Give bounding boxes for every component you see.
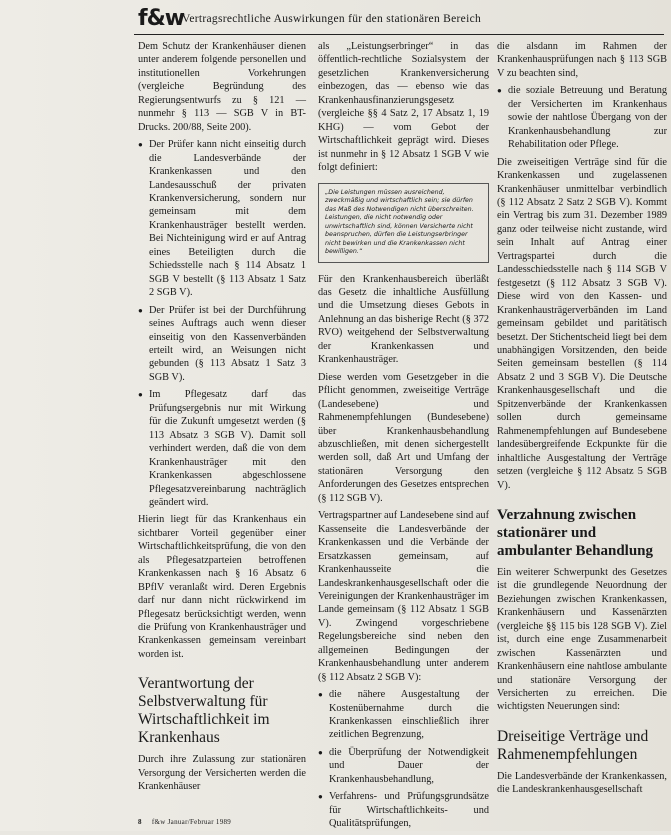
section-heading: Verzahnung zwischen stationärer und ambulanter Behandlung [497,506,654,559]
journal-logo: f&w [138,6,185,31]
issue-info: f&w Januar/Februar 1989 [151,818,232,826]
paragraph: als „Leistungserbringer“ in das öffentlich-rechtliche Sozialsystem der gesetzlichen Krankenversicherung einbezogen, das — ebenso wie das Krankenhausfinanzierungsgesetz (vergleiche §§ 4 Satz 2, 17 Absatz 1, 19 KHG) — vom Gebot der Wirtschaftlichkeit geprägt wird. Dieses ist nunmehr in § 12 Absatz 1 SGB V wie folgt definiert: [318,41,489,174]
page-footer [138,818,231,826]
bullet-item: ● die nähere Ausgestaltung der Kostenübernahme durch die Krankenkassen einschließlich ihrer zeitlichen Begrenzung, [318,688,489,742]
paragraph: Die Landesverbände der Krankenkassen, die Landeskrankenhausgesellschaft [497,770,667,796]
bullet-item: ● die Überprüfung der Notwendigkeit und Dauer der Krankenhausbehandlung, [318,746,489,786]
paragraph: Hierin liegt für das Krankenhaus ein sichtbarer Vorteil gegenüber einer Wirtschaftlichkeitsprüfung, die von den als Pflegesatzparteien betroffenen Krankenkassen nach § 16 Absatz 6 BPflV veranlaßt wird. Deren Ergebnis darf nur dann nicht rückwirkend im Pflegesatz berücksichtigt werden, wenn die Prüfung von Krankenhausträger und Krankenkassen gemeinsam vereinbart worden ist. [138,514,306,660]
column-3 [497,40,667,820]
page-header [134,8,664,35]
running-title: Vertragsrechtliche Auswirkungen für den stationären Bereich [182,13,482,25]
bullet-item: ● Verfahrens- und Prüfungsgrundsätze für Wirtschaftlichkeits- und Qualitätsprüfungen, [318,790,489,830]
column-2 [318,40,489,835]
paragraph: die alsdann im Rahmen der Krankenhausprüfungen nach § 113 SGB V zu beachten sind, [497,41,667,79]
paragraph: Diese werden vom Gesetzgeber in die Pflicht genommen, zweiseitige Verträge (Landesebene) und Rahmenempfehlungen (Bundesebene) über Krankenhausbehandlung abzuschließen, mit denen sichergestellt werden soll, daß Art und Umfang der stationären Versorgung den Anforderungen des Gesetzes entsprechen (§ 112 SGB V). [318,371,489,504]
paragraph: Vertragspartner auf Landesebene sind auf Kassenseite die Landesverbände der Krankenkassen und die Verbände der Ersatzkassen gemeinsam, auf Krankenhausseite die Landeskrankenhausgesellschaft oder die Vereinigungen der Krankenhausträger im Lande gemeinsam (§ 112 Absatz 1 SGB V). Zwingend vorgeschriebene Regelungsbereiche sind neben den allgemeinen Bedingungen der Krankenhausbehandlung unter anderem (§ 112 Absatz 2 SGB V): [318,510,489,683]
section-heading: Verantwortung der Selbstverwaltung für Wirtschaftlichkeit im Krankenhaus [138,675,270,747]
paragraph: Dem Schutz der Krankenhäuser dienen unter anderem folgende personellen und institutionellen Vorkehrungen (vergleiche Begründung des Regierungsentwurfs zu § 121 — nunmehr § 113 — SGB V in BT-Drucks. 200/88, Seite 200). [138,41,306,133]
bullet-item: ● Im Pflegesatz darf das Prüfungsergebnis nur mit Wirkung für die Zukunft umgesetzt werden (§ 113 Absatz 3 SGB V). Damit soll verhindert werden, daß die von dem Krankenhausträger mit den Krankenkassen abgeschlossene Pflegesatzvereinbarung nachträglich geändert wird. [138,388,306,509]
page-number: 8 [138,818,142,826]
bullet-item: ● Der Prüfer kann nicht einseitig durch die Landesverbände der Krankenkassen und den Landesausschuß der privaten Krankenversicherung, sondern nur gemeinsam mit dem Krankenhausträger bestellt werden. Bei Nichteinigung wird er auf Antrag eines Beteiligten durch die Schiedsstelle nach § 114 Absatz 1 SGB V bestellt (§ 113 Absatz 1 Satz 2 SGB V). [138,138,306,299]
quote-box: „Die Leistungen müssen ausreichend, zweckmäßig und wirtschaftlich sein; sie dürfen das Maß des Notwendigen nicht überschreiten. Leistungen, die nicht notwendig oder unwirtschaftlich sind, können Versicherte nicht beanspruchen, dürfen die Leistungserbringer nicht bewirken und die Krankenkassen nicht bewilligen.“ [318,183,489,263]
paragraph: Für den Krankenhausbereich überläßt das Gesetz die inhaltliche Ausfüllung und die Umsetzung dieses Gebots in Anlehnung an das bisherige Recht (§ 372 RVO) weitgehend der Selbstverwaltung der Krankenkassen und Krankenhausträger. [318,273,489,366]
paragraph: Durch ihre Zulassung zur stationären Versorgung der Versicherten werden die Krankenhäuser [138,754,306,793]
section-heading: Dreiseitige Verträge und Rahmenempfehlungen [497,727,649,763]
bullet-item: ● Der Prüfer ist bei der Durchführung seines Auftrags auch wenn dieser einseitig von den Kassenverbänden erteilt wird, an Weisungen nicht gebunden (§ 113 Absatz 1 Satz 3 SGB V). [138,304,306,385]
paragraph: Die zweiseitigen Verträge sind für die Krankenkassen und zugelassenen Krankenhäuser unmittelbar verbindlich (§ 112 Absatz 2 Satz 2 SGB V). Kommt ein Vertrag bis zum 31. Dezember 1989 ganz oder teilweise nicht zustande, wird sein Inhalt auf Antrag einer Vertragspartei durch die Landesschiedsstelle nach § 114 SGB V festgesetzt (§ 112 Absatz 3 SGB V). Diese wird von den Kassen- und Krankenhausträgerverbänden im Land gemeinsam gebildet und paritätisch besetzt. Der Stichentscheid liegt bei dem unabhängigen Vorsitzenden, den beide Seiten gemeinsam bestellen (§ 114 Absatz 2 und 3 SGB V). Die Deutsche Krankenhausgesellschaft und die Spitzenverbände der Krankenkassen sollen durch gemeinsame Rahmenempfehlungen auf Bundesebene landesübergreifende Eckpunkte für die inhaltliche Ausgestaltung der Verträge setzen (vergleiche § 112 Absatz 5 SGB V). [497,156,667,491]
paragraph: Ein weiterer Schwerpunkt des Gesetzes ist die grundlegende Neuordnung der Beziehungen zwischen Krankenkassen, Krankenhäusern und Kassenärzten (vergleiche §§ 115 bis 128 SGB V). Ziel ist, durch eine enge Zusammenarbeit zwischen Kassenärzten und Krankenhäusern eine nahtlose ambulante und stationäre Versorgung der Versicherten zu erreichen. Die wichtigsten Neuerungen sind: [497,566,667,713]
bullet-item: ● die soziale Betreuung und Beratung der Versicherten im Krankenhaus sowie der nahtlose Übergang von der Krankenhausbehandlung zur Rehabilitation oder Pflege. [497,84,667,151]
column-1 [138,40,306,798]
